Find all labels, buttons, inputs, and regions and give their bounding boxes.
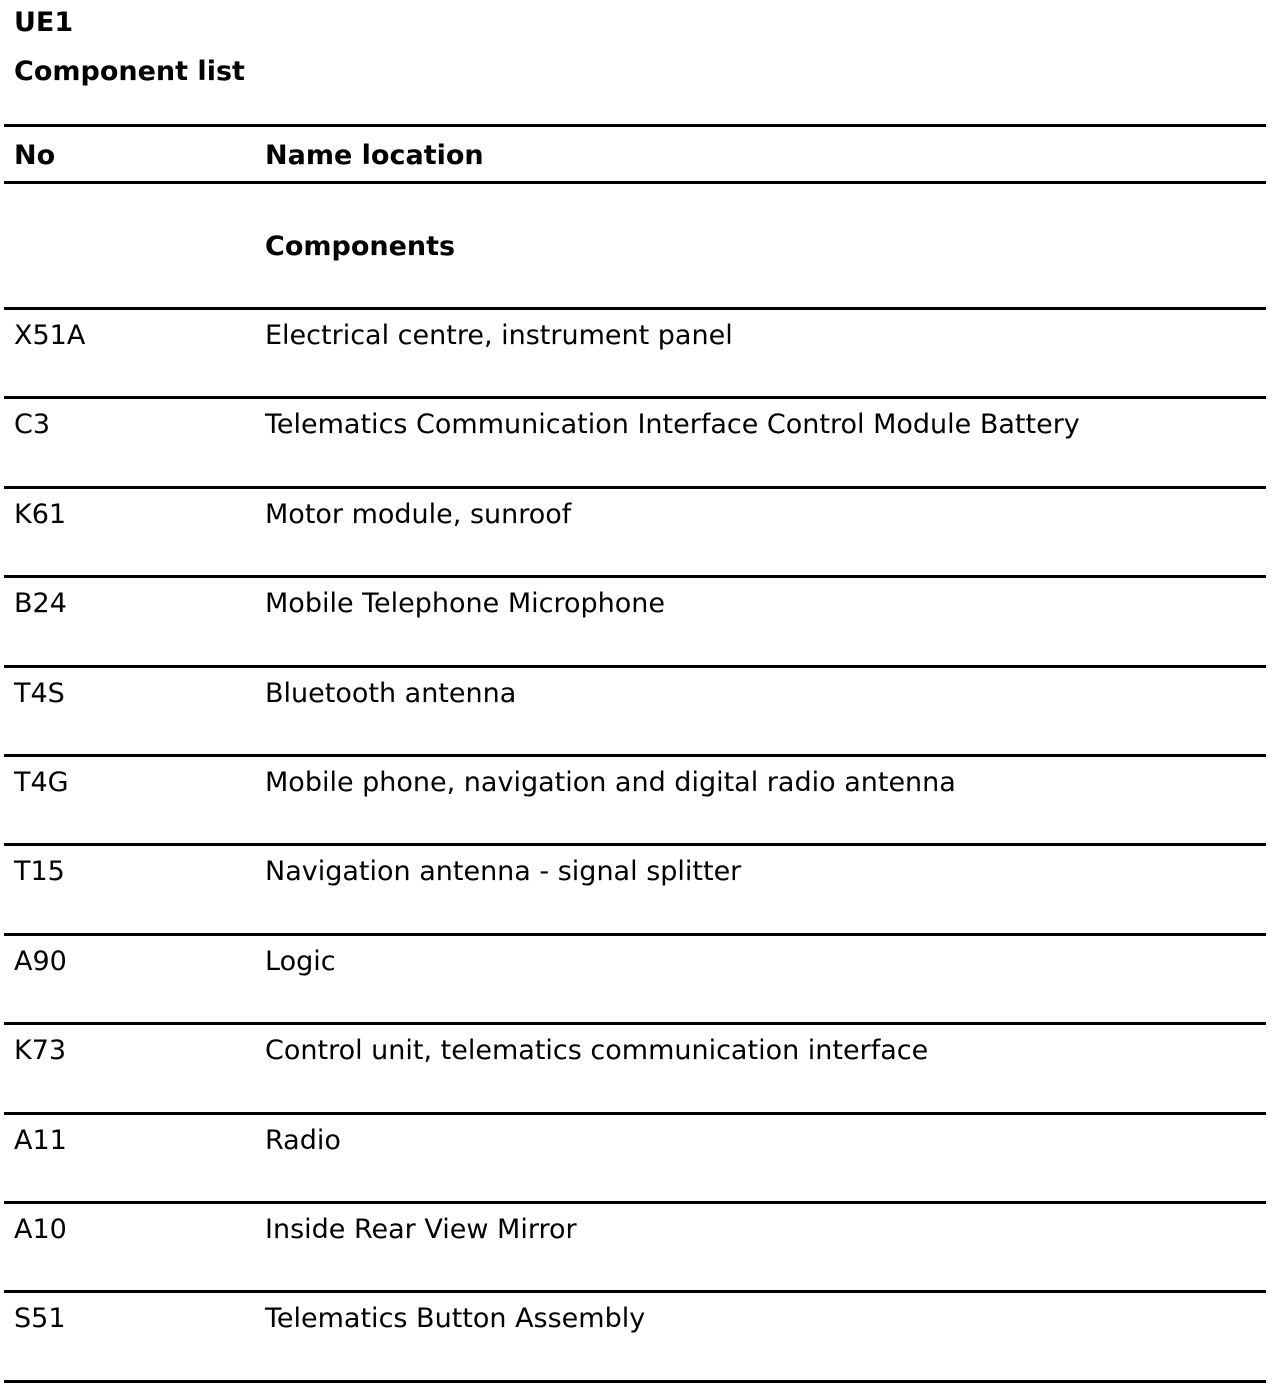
component-name-location: Navigation antenna - signal splitter bbox=[265, 856, 742, 888]
table-row bbox=[4, 578, 1266, 667]
component-number: K73 bbox=[14, 1035, 67, 1067]
component-number: B24 bbox=[14, 588, 67, 620]
component-name-location: Inside Rear View Mirror bbox=[265, 1213, 577, 1245]
table-header-row bbox=[4, 127, 1266, 184]
component-number: A90 bbox=[14, 945, 67, 977]
table-row bbox=[4, 399, 1266, 488]
component-number: C3 bbox=[14, 409, 51, 441]
component-number: A10 bbox=[14, 1213, 67, 1245]
table-row bbox=[4, 668, 1266, 757]
document-title: UE1 bbox=[14, 7, 74, 38]
table-row bbox=[4, 846, 1266, 935]
component-name-location: Bluetooth antenna bbox=[265, 677, 517, 709]
column-header-name-location: Name location bbox=[265, 140, 484, 171]
table-row bbox=[4, 1115, 1266, 1204]
table-row bbox=[4, 310, 1266, 399]
component-number: T4S bbox=[14, 677, 65, 709]
component-name-location: Telematics Communication Interface Control Module Battery bbox=[265, 409, 1080, 441]
component-name-location: Control unit, telematics communication interface bbox=[265, 1035, 929, 1067]
document-subtitle: Component list bbox=[14, 56, 245, 87]
table-row bbox=[4, 757, 1266, 846]
component-name-location: Electrical centre, instrument panel bbox=[265, 320, 733, 351]
table-row bbox=[4, 489, 1266, 578]
component-name-location: Motor module, sunroof bbox=[265, 498, 572, 530]
component-name-location: Logic bbox=[265, 945, 336, 977]
table-row bbox=[4, 1204, 1266, 1293]
table-row bbox=[4, 1293, 1266, 1382]
component-table bbox=[4, 124, 1266, 1383]
component-name-location: Radio bbox=[265, 1124, 341, 1156]
component-name-location: Telematics Button Assembly bbox=[265, 1303, 646, 1335]
component-number: X51A bbox=[14, 320, 86, 351]
table-row bbox=[4, 1025, 1266, 1114]
section-label: Components bbox=[265, 231, 456, 262]
component-name-location: Mobile phone, navigation and digital radio antenna bbox=[265, 766, 956, 798]
table-body bbox=[4, 310, 1266, 1383]
component-number: A11 bbox=[14, 1124, 67, 1156]
component-name-location: Mobile Telephone Microphone bbox=[265, 588, 666, 620]
section-row bbox=[4, 184, 1266, 310]
component-number: T15 bbox=[14, 856, 65, 888]
component-number: K61 bbox=[14, 498, 67, 530]
column-header-no: No bbox=[14, 140, 56, 171]
component-number: S51 bbox=[14, 1303, 66, 1335]
table-row bbox=[4, 936, 1266, 1025]
component-number: T4G bbox=[14, 766, 69, 798]
